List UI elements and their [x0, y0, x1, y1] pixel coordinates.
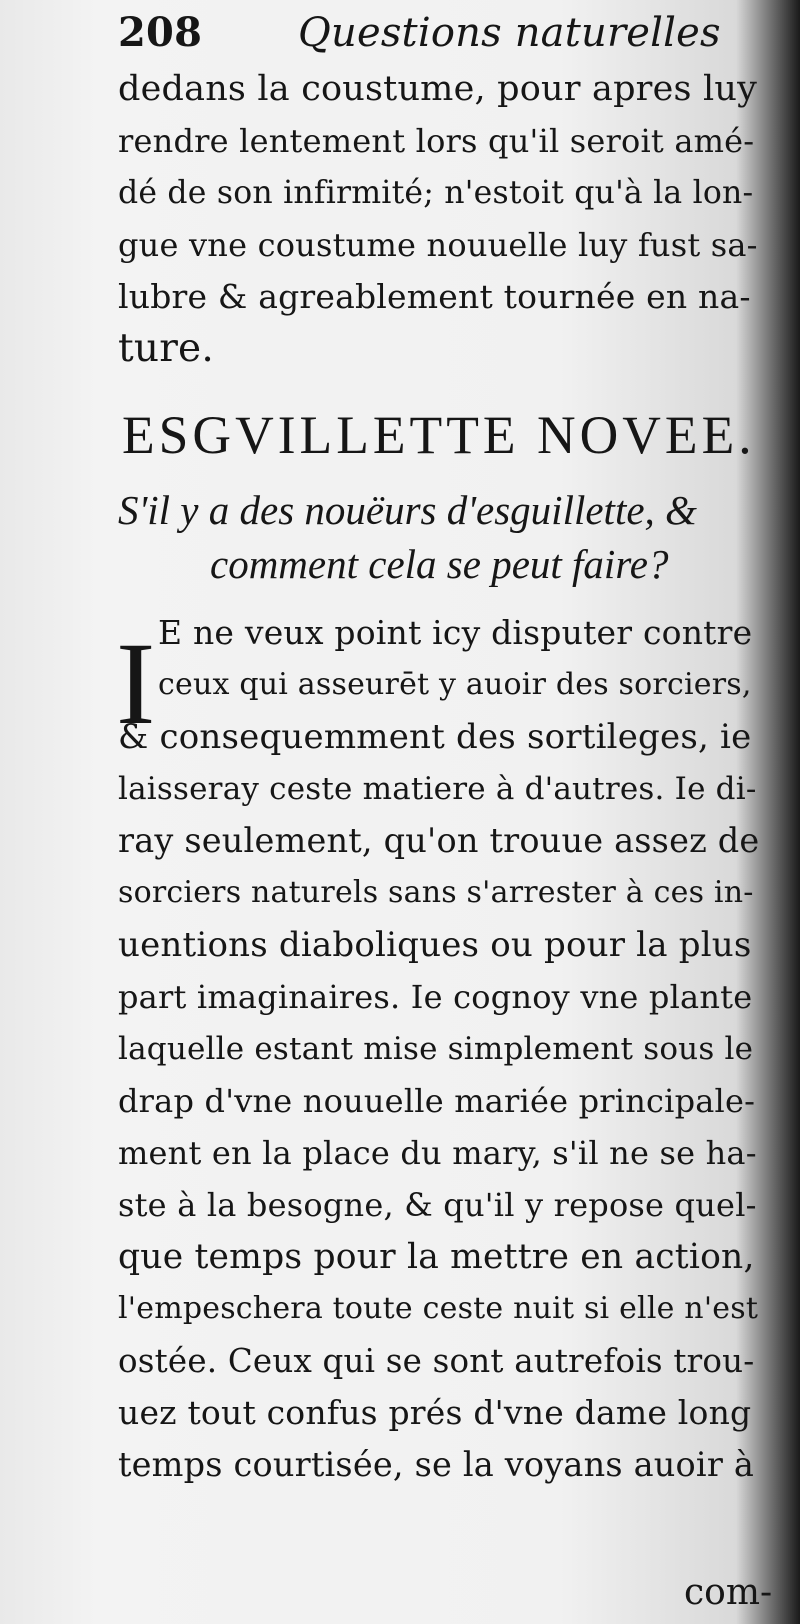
text-line: dé de son infirmité; n'estoit qu'à la lon-	[118, 175, 754, 211]
text-line: E ne veux point icy disputer contre	[158, 613, 753, 652]
text-line: rendre lentement lors qu'il seroit amé-	[118, 122, 755, 160]
section-title: ESGVILLETTE NOVEE.	[122, 405, 756, 465]
text-line: temps courtisée, se la voyans auoir à	[118, 1445, 755, 1484]
text-line: & consequemment des sortileges, ie	[118, 717, 752, 757]
text-line: uez tout confus prés d'vne dame long	[118, 1393, 752, 1432]
text-line: l'empeschera toute ceste nuit si elle n'est	[118, 1291, 759, 1326]
running-header	[118, 10, 721, 56]
text-line: part imaginaires. Ie cognoy vne plante	[118, 978, 753, 1016]
text-line: gue vne coustume nouuelle luy fust sa-	[118, 226, 758, 264]
text-line: ment en la place du mary, s'il ne se ha-	[118, 1134, 757, 1172]
text-line: ostée. Ceux qui se sont autrefois trou-	[118, 1342, 755, 1380]
text-line: que temps pour la mettre en action,	[118, 1237, 755, 1277]
text-line: drap d'vne nouuelle mariée principale-	[118, 1082, 756, 1120]
catchword: com-	[684, 1572, 773, 1613]
question-line: S'il y a des nouëurs d'esguillette, &	[118, 487, 697, 533]
text-line: ture.	[118, 326, 214, 371]
text-line: uentions diaboliques ou pour la plus	[118, 925, 752, 965]
drop-cap: I	[116, 618, 156, 749]
text-line: ray seulement, qu'on trouue assez de	[118, 821, 760, 860]
question-line: comment cela se peut faire?	[210, 541, 669, 587]
text-line: laisseray ceste matiere à d'autres. Ie di-	[118, 771, 757, 807]
text-line: laquelle estant mise simplement sous le	[118, 1031, 754, 1067]
text-line: ceux qui asseurēt y auoir des sorciers,	[158, 667, 752, 702]
text-line: ste à la besogne, & qu'il y repose quel-	[118, 1186, 757, 1224]
page-number: 208	[118, 9, 203, 56]
text-line: sorciers naturels sans s'arrester à ces in-	[118, 875, 754, 910]
running-title: Questions naturelles	[298, 10, 721, 56]
text-line: dedans la coustume, pour apres luy	[118, 69, 758, 109]
text-line: lubre & agreablement tournée en na-	[118, 277, 751, 316]
